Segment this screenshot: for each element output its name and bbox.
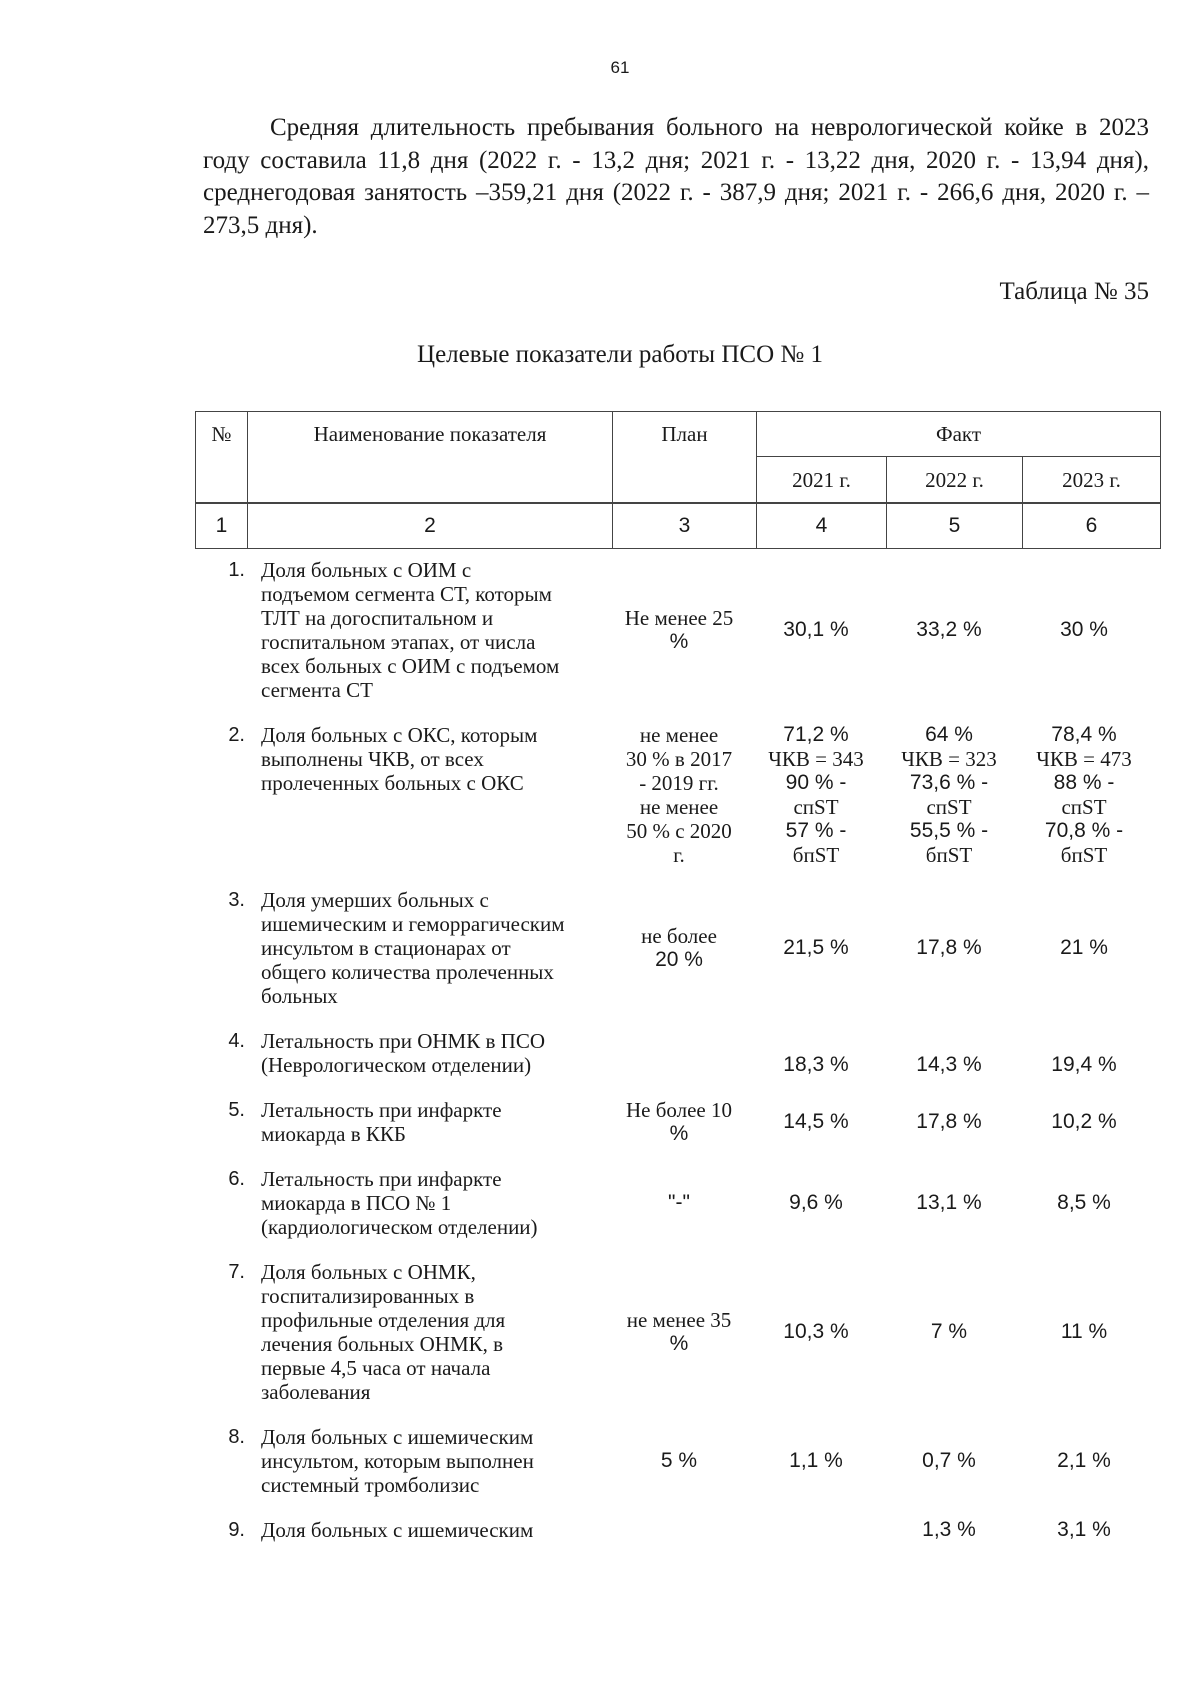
- plan-value-line: 30 % в 2017: [625, 747, 733, 771]
- indicator-name-line: всех больных с ОИМ с подъемом: [261, 654, 560, 678]
- table-header: [195, 411, 1161, 504]
- table-row: [195, 888, 1159, 1008]
- indicator-name: [247, 888, 607, 1008]
- header-fact: Факт: [757, 412, 1161, 457]
- fact-2023-line: бпST: [1060, 843, 1108, 867]
- indicator-name: [247, 723, 607, 795]
- indicator-name: [247, 558, 607, 702]
- indicator-name-line: заболевания: [261, 1380, 371, 1404]
- fact-2023: [1017, 1518, 1151, 1542]
- indicator-name-line: Доля больных с ишемическим: [261, 1518, 534, 1542]
- table-row: [195, 1518, 1159, 1542]
- fact-2021: [751, 723, 881, 867]
- indicator-name-line: (кардиологическом отделении): [261, 1215, 538, 1239]
- plan-value-line: %: [669, 1332, 689, 1355]
- fact-2021-line: бпST: [792, 843, 840, 867]
- fact-2022: [881, 1449, 1017, 1473]
- fact-2022-line: 13,1 %: [916, 1191, 982, 1214]
- indicator-name: [247, 1518, 607, 1542]
- indicator-name: [247, 1425, 607, 1497]
- indicator-name-line: пролеченных больных с ОКС: [261, 771, 524, 795]
- fact-2021-line: 9,6 %: [789, 1191, 843, 1214]
- fact-2022-line: 17,8 %: [916, 1110, 982, 1133]
- fact-2023-line: 21 %: [1060, 936, 1108, 959]
- fact-2021: [751, 1053, 881, 1077]
- plan-value-line: 20 %: [655, 948, 703, 971]
- indicator-name-line: Доля больных с ОНМК,: [261, 1260, 476, 1284]
- fact-2023: [1017, 1449, 1151, 1473]
- indicator-name-line: подъемом сегмента СТ, которым: [261, 582, 552, 606]
- table-row: [195, 1029, 1159, 1077]
- row-number: 8.: [228, 1426, 245, 1448]
- indicator-name-line: Доля умерших больных с: [261, 888, 489, 912]
- plan-value-line: 5 %: [660, 1449, 698, 1472]
- fact-2022-line: 7 %: [930, 1320, 968, 1343]
- fact-2021-line: 10,3 %: [783, 1320, 849, 1343]
- fact-2022: [881, 1191, 1017, 1215]
- indicator-name-line: госпитальном этапах, от числа: [261, 630, 536, 654]
- fact-2021-line: 21,5 %: [783, 936, 849, 959]
- fact-2021-line: ЧКВ = 343: [768, 747, 864, 771]
- fact-2022-line: 17,8 %: [916, 936, 982, 959]
- fact-2021: [751, 1110, 881, 1134]
- table-row: [195, 1425, 1159, 1497]
- table-row: [195, 723, 1159, 867]
- column-numbers-row: [195, 502, 1161, 549]
- fact-2023-line: 11 %: [1060, 1320, 1108, 1343]
- plan-value-line: не более: [641, 924, 717, 948]
- table-row: [195, 1098, 1159, 1146]
- plan-value: [607, 606, 751, 654]
- fact-2023: [1017, 936, 1151, 960]
- row-number: 2.: [228, 724, 245, 746]
- plan-value: [607, 924, 751, 972]
- plan-value: [607, 1449, 751, 1473]
- fact-2023: [1017, 1191, 1151, 1215]
- fact-2022: [881, 936, 1017, 960]
- fact-2021: [751, 1449, 881, 1473]
- fact-2021-line: 90 % -: [785, 771, 847, 794]
- col-number-5: 5: [887, 503, 1023, 549]
- fact-2021-line: 57 % -: [785, 819, 847, 842]
- plan-value-line: - 2019 гг.: [639, 771, 719, 795]
- indicator-name: [247, 1098, 607, 1146]
- table-row: [195, 1167, 1159, 1239]
- header-year-2022: 2022 г.: [887, 457, 1023, 504]
- indicator-name: [247, 1260, 607, 1404]
- plan-value-line: Не более 10: [625, 1098, 732, 1122]
- fact-2023: [1017, 618, 1151, 642]
- fact-2022-line: 73,6 % -: [909, 771, 989, 794]
- header-plan: План: [613, 412, 757, 504]
- plan-value-line: не менее: [639, 723, 719, 747]
- indicator-name-line: ишемическим и геморрагическим: [261, 912, 565, 936]
- fact-2021: [751, 1320, 881, 1344]
- fact-2022: [881, 723, 1017, 867]
- col-number-6: 6: [1023, 503, 1161, 549]
- row-number: 3.: [228, 889, 245, 911]
- indicator-name-line: Летальность при инфаркте: [261, 1098, 502, 1122]
- fact-2022-line: 55,5 % -: [909, 819, 989, 842]
- fact-2021-line: 14,5 %: [783, 1110, 849, 1133]
- indicator-name-line: (Неврологическом отделении): [261, 1053, 532, 1077]
- indicator-name-line: миокарда в ККБ: [261, 1122, 406, 1146]
- fact-2023: [1017, 1053, 1151, 1077]
- fact-2022: [881, 618, 1017, 642]
- indicator-name-line: миокарда в ПСО № 1: [261, 1191, 452, 1215]
- fact-2023: [1017, 1110, 1151, 1134]
- indicator-name-line: сегмента СТ: [261, 678, 373, 702]
- header-no: №: [196, 412, 248, 504]
- fact-2022-line: 64 %: [925, 723, 973, 746]
- fact-2023: [1017, 1320, 1151, 1344]
- indicator-name-line: выполнены ЧКВ, от всех: [261, 747, 484, 771]
- plan-value: [607, 1191, 751, 1215]
- fact-2023-line: 2,1 %: [1057, 1449, 1111, 1472]
- indicator-name-line: Доля больных с ишемическим: [261, 1425, 534, 1449]
- indicator-name-line: Доля больных с ОИМ с: [261, 558, 472, 582]
- fact-2022: [881, 1053, 1017, 1077]
- indicator-name-line: лечения больных ОНМК, в: [261, 1332, 504, 1356]
- fact-2023-line: 78,4 %: [1051, 723, 1117, 746]
- indicator-name-line: Доля больных с ОКС, которым: [261, 723, 538, 747]
- fact-2023-line: 70,8 % -: [1044, 819, 1124, 842]
- intro-paragraph: Средняя длительность пребывания больного на неврологической койке в 2023 году составила 11,8 дня (2022 г. - 13,2 дня; 2021 г. - 13,22 дня, 2020 г. - 13,94 дня), среднегодовая занятость –359,21 дня (2022 г. - 387,9 дня; 2021 г. - 266,6 дня, 2020 г. – 273,5 дня).: [203, 114, 1149, 239]
- fact-2021-line: спST: [793, 795, 839, 819]
- fact-2023-line: 3,1 %: [1057, 1518, 1111, 1541]
- plan-value-line: "-": [668, 1191, 690, 1214]
- fact-2023-line: ЧКВ = 473: [1036, 747, 1132, 771]
- table-row: [195, 558, 1159, 702]
- fact-2022-line: 1,3 %: [922, 1518, 976, 1541]
- page-number: 61: [610, 58, 630, 77]
- fact-2022-line: 0,7 %: [922, 1449, 976, 1472]
- plan-value-line: %: [669, 1122, 689, 1145]
- fact-2021-line: 30,1 %: [783, 618, 849, 641]
- indicator-name-line: ТЛТ на догоспитальном и: [261, 606, 494, 630]
- row-number: 5.: [228, 1099, 245, 1121]
- indicator-name-line: Летальность при ОНМК в ПСО: [261, 1029, 545, 1053]
- fact-2021-line: 71,2 %: [783, 723, 849, 746]
- fact-2022: [881, 1320, 1017, 1344]
- plan-value-line: 50 % с 2020: [626, 819, 732, 843]
- fact-2022: [881, 1518, 1017, 1542]
- row-number: 7.: [228, 1261, 245, 1283]
- indicator-name-line: Летальность при инфаркте: [261, 1167, 502, 1191]
- plan-value-line: не менее: [639, 795, 719, 819]
- fact-2021: [751, 1191, 881, 1215]
- indicator-name-line: профильные отделения для: [261, 1308, 506, 1332]
- indicator-name-line: госпитализированных в: [261, 1284, 475, 1308]
- fact-2021-line: 1,1 %: [789, 1449, 843, 1472]
- fact-2023-line: спST: [1061, 795, 1107, 819]
- fact-2021: [751, 936, 881, 960]
- indicator-name-line: общего количества пролеченных: [261, 960, 554, 984]
- row-number: 9.: [228, 1519, 245, 1541]
- col-number-4: 4: [757, 503, 887, 549]
- indicator-name-line: инсультом, которым выполнен: [261, 1449, 534, 1473]
- plan-value-line: не менее 35: [626, 1308, 732, 1332]
- plan-value-line: Не менее 25: [624, 606, 734, 630]
- row-number: 1.: [228, 559, 245, 581]
- fact-2022-line: бпST: [925, 843, 973, 867]
- indicator-name-line: первые 4,5 часа от начала: [261, 1356, 491, 1380]
- fact-2023-line: 30 %: [1060, 618, 1108, 641]
- table-body: [195, 558, 1159, 1563]
- fact-2022: [881, 1110, 1017, 1134]
- plan-value-line: %: [669, 630, 689, 653]
- header-year-2021: 2021 г.: [757, 457, 887, 504]
- fact-2022-line: 14,3 %: [916, 1053, 982, 1076]
- fact-2023-line: 19,4 %: [1051, 1053, 1117, 1076]
- plan-value-line: г.: [673, 843, 685, 867]
- row-number: 4.: [228, 1030, 245, 1052]
- col-number-2: 2: [248, 503, 613, 549]
- indicator-name: [247, 1167, 607, 1239]
- plan-value: [607, 1098, 751, 1146]
- fact-2023-line: 10,2 %: [1051, 1110, 1117, 1133]
- row-number: 6.: [228, 1168, 245, 1190]
- fact-2023-line: 88 % -: [1053, 771, 1115, 794]
- plan-value: [607, 1308, 751, 1356]
- fact-2022-line: спST: [926, 795, 972, 819]
- table-title: Целевые показатели работы ПСО № 1: [417, 341, 823, 368]
- indicator-name: [247, 1029, 607, 1077]
- fact-2022-line: ЧКВ = 323: [901, 747, 997, 771]
- fact-2023-line: 8,5 %: [1057, 1191, 1111, 1214]
- indicator-name-line: инсультом в стационарах от: [261, 936, 511, 960]
- fact-2022-line: 33,2 %: [916, 618, 982, 641]
- plan-value: [607, 723, 751, 867]
- col-number-1: 1: [196, 503, 248, 549]
- col-number-3: 3: [613, 503, 757, 549]
- header-year-2023: 2023 г.: [1023, 457, 1161, 504]
- fact-2021: [751, 618, 881, 642]
- table-row: [195, 1260, 1159, 1404]
- fact-2023: [1017, 723, 1151, 867]
- indicator-name-line: больных: [261, 984, 338, 1008]
- indicator-name-line: системный тромболизис: [261, 1473, 480, 1497]
- fact-2021-line: 18,3 %: [783, 1053, 849, 1076]
- header-name: Наименование показателя: [248, 412, 613, 504]
- table-number: Таблица № 35: [999, 278, 1149, 305]
